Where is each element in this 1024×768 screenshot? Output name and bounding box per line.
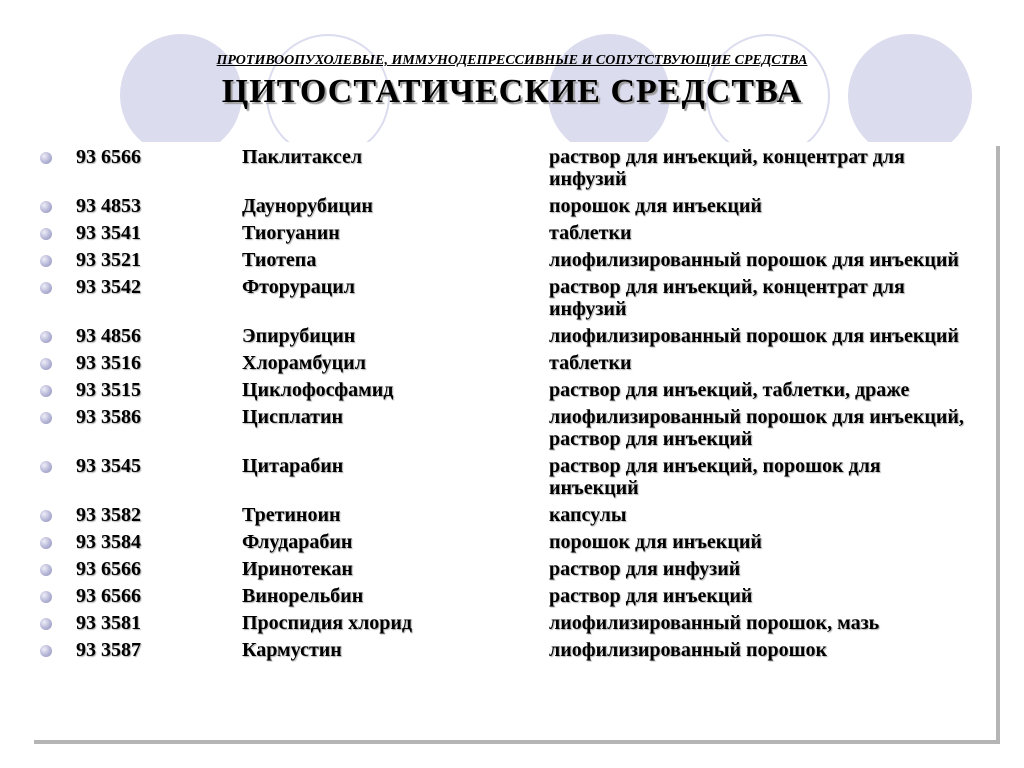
drug-name: Паклитаксел [242, 146, 363, 168]
list-item [30, 249, 996, 271]
drug-form: раствор для инъекций [549, 585, 753, 607]
panel-shadow-bottom [34, 740, 1000, 744]
drug-code: 93 3586 [76, 406, 141, 428]
drug-form: раствор для инъекций, концентрат для инфузий [549, 276, 905, 320]
drug-form: таблетки [549, 352, 632, 374]
drug-code: 93 3587 [76, 639, 141, 661]
drug-form: лиофилизированный порошок для инъекций [549, 325, 959, 347]
list-item [30, 455, 996, 499]
list-item [30, 379, 996, 401]
bullet-icon [40, 645, 52, 657]
list-item [30, 504, 996, 526]
bullet-icon [40, 228, 52, 240]
bullet-icon [40, 385, 52, 397]
drug-form: раствор для инъекций, концентрат для инфузий [549, 146, 905, 190]
bullet-icon [40, 358, 52, 370]
slide-header [0, 52, 1024, 112]
drug-form: лиофилизированный порошок для инъекций [549, 249, 959, 271]
drug-name: Цисплатин [242, 406, 344, 428]
bullet-icon [40, 412, 52, 424]
drug-code: 93 3515 [76, 379, 141, 401]
drug-name: Цитарабин [242, 455, 344, 477]
bullet-icon [40, 510, 52, 522]
drug-code: 93 3516 [76, 352, 141, 374]
drug-code: 93 3584 [76, 531, 141, 553]
list-item [30, 612, 996, 634]
bullet-icon [40, 618, 52, 630]
drug-form: раствор для инфузий [549, 558, 741, 580]
bullet-icon [40, 537, 52, 549]
drug-form: лиофилизированный порошок для инъекций, раствор для инъекций [549, 406, 964, 450]
list-item [30, 406, 996, 450]
list-item [30, 639, 996, 661]
drug-code: 93 3542 [76, 276, 141, 298]
bullet-icon [40, 152, 52, 164]
drug-name: Винорельбин [242, 585, 364, 607]
drug-name: Кармустин [242, 639, 342, 661]
drug-form: лиофилизированный порошок, мазь [549, 612, 880, 634]
drug-form: раствор для инъекций, порошок для инъекций [549, 455, 881, 499]
drug-name: Циклофосфамид [242, 379, 394, 401]
list-item [30, 585, 996, 607]
drug-code: 93 3541 [76, 222, 141, 244]
list-item [30, 531, 996, 553]
drug-name: Эпирубицин [242, 325, 356, 347]
drug-code: 93 3545 [76, 455, 141, 477]
drug-form: таблетки [549, 222, 632, 244]
panel-shadow-right [996, 146, 1000, 744]
list-item [30, 146, 996, 190]
drug-name: Третиноин [242, 504, 341, 526]
bullet-icon [40, 591, 52, 603]
drug-form: лиофилизированный порошок [549, 639, 828, 661]
drug-name: Флударабин [242, 531, 353, 553]
list-item [30, 325, 996, 347]
drug-name: Даунорубицин [242, 195, 373, 217]
drug-code: 93 6566 [76, 146, 141, 168]
drug-code: 93 4856 [76, 325, 141, 347]
drug-code: 93 3581 [76, 612, 141, 634]
drug-form: порошок для инъекций [549, 531, 762, 553]
bullet-icon [40, 461, 52, 473]
list-item [30, 276, 996, 320]
drug-form: раствор для инъекций, таблетки, драже [549, 379, 910, 401]
list-item [30, 352, 996, 374]
bullet-icon [40, 201, 52, 213]
bullet-icon [40, 282, 52, 294]
drug-form: капсулы [549, 504, 627, 526]
drug-name: Проспидия хлорид [242, 612, 413, 634]
list-item [30, 222, 996, 244]
drug-code: 93 4853 [76, 195, 141, 217]
drug-name: Тиогуанин [242, 222, 340, 244]
list-item [30, 195, 996, 217]
drug-code: 93 3582 [76, 504, 141, 526]
drug-name: Хлорамбуцил [242, 352, 366, 374]
drug-form: порошок для инъекций [549, 195, 762, 217]
drug-list [30, 146, 996, 666]
drug-name: Тиотепа [242, 249, 317, 271]
drug-code: 93 3521 [76, 249, 141, 271]
drug-name: Фторурацил [242, 276, 355, 298]
drug-name: Иринотекан [242, 558, 353, 580]
slide-subtitle: ПРОТИВООПУХОЛЕВЫЕ, ИММУНОДЕПРЕССИВНЫЕ И СОПУТСТВУЮЩИЕ СРЕДСТВА [216, 53, 808, 68]
bullet-icon [40, 255, 52, 267]
drug-list-panel [30, 142, 996, 740]
drug-code: 93 6566 [76, 585, 141, 607]
slide-title: ЦИТОСТАТИЧЕСКИЕ СРЕДСТВА [221, 73, 803, 110]
drug-code: 93 6566 [76, 558, 141, 580]
bullet-icon [40, 331, 52, 343]
bullet-icon [40, 564, 52, 576]
list-item [30, 558, 996, 580]
